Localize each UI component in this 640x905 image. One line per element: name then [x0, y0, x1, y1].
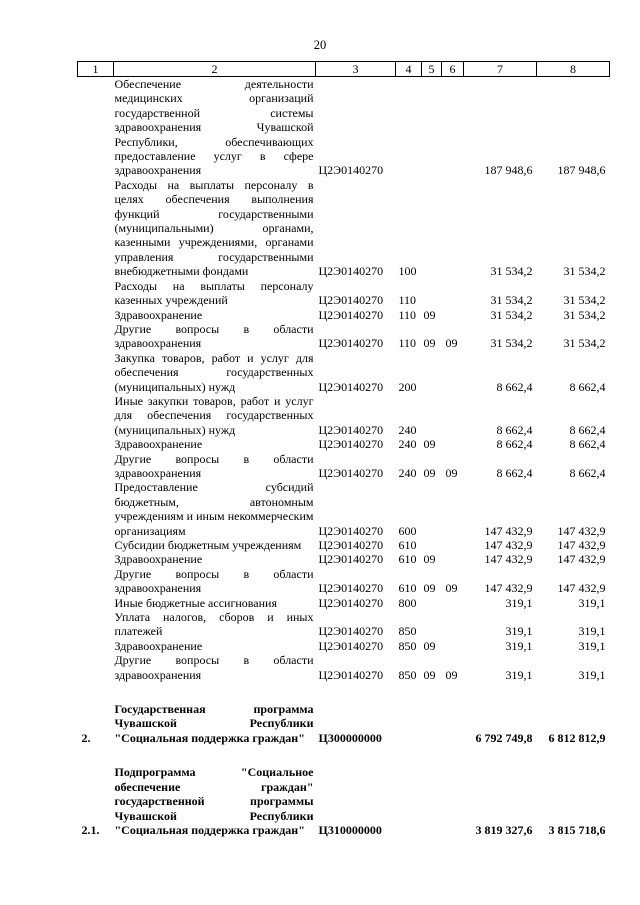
- row-number: [78, 480, 114, 538]
- table-row: [78, 480, 610, 538]
- row-amount-year2: 8 662,4: [569, 465, 606, 480]
- row-subsection: [442, 538, 464, 552]
- row-number: [78, 552, 114, 566]
- row-amount-year2: 319,1: [578, 638, 606, 653]
- row-number: [78, 452, 114, 481]
- header-col-8: 8: [537, 62, 610, 77]
- row-section: [422, 178, 442, 279]
- row-amount-year2: 319,1: [578, 624, 606, 639]
- row-code: Ц2Э0140270: [318, 667, 384, 682]
- row-section: 09: [423, 581, 436, 596]
- row-subsection: 09: [445, 667, 458, 682]
- header-col-6: 6: [442, 62, 464, 77]
- row-number: [78, 178, 114, 279]
- row-section: [422, 702, 442, 745]
- row-code: Ц2Э0140270: [318, 422, 384, 437]
- table-row: [78, 452, 610, 481]
- row-code: Ц2Э0140270: [318, 552, 384, 567]
- row-subsection: [442, 77, 464, 178]
- row-spacer: [78, 745, 610, 765]
- table-row: [78, 765, 610, 837]
- row-amount-year1: 8 662,4: [496, 379, 533, 394]
- row-amount-year2: 187 948,6: [557, 163, 606, 178]
- row-amount-year1: 319,1: [505, 638, 533, 653]
- row-amount-year1: 187 948,6: [484, 163, 533, 178]
- row-amount-year1: 147 432,9: [484, 552, 533, 567]
- header-col-1: 1: [78, 62, 114, 77]
- row-number: [78, 610, 114, 639]
- row-expense-type: 240: [398, 437, 417, 452]
- row-name: [114, 178, 316, 279]
- row-expense-type: 100: [398, 264, 417, 279]
- row-name-text: Субсидии бюджетным учреждениям: [114, 538, 302, 552]
- table-row: [78, 610, 610, 639]
- row-amount-year2: 319,1: [578, 667, 606, 682]
- row-name: [114, 77, 316, 178]
- row-section: [422, 538, 442, 552]
- row-code: Ц2Э0140270: [318, 595, 384, 610]
- row-expense-type: 800: [398, 595, 417, 610]
- row-subsection: [442, 552, 464, 566]
- row-number: [78, 437, 114, 451]
- row-subsection: [442, 639, 464, 653]
- row-amount-year2: 147 432,9: [557, 538, 606, 552]
- row-code: Ц2Э0140270: [318, 293, 384, 308]
- row-subsection: [442, 596, 464, 610]
- table-row: [78, 552, 610, 566]
- row-name-text: Здравоохранение: [114, 638, 203, 653]
- row-name-text: Закупка товаров, работ и услуг для обеспечения государственных (муниципальных) нужд: [114, 350, 314, 394]
- row-section: 09: [423, 307, 436, 322]
- row-number: [78, 653, 114, 682]
- row-subsection: [442, 702, 464, 745]
- row-subsection: 09: [445, 465, 458, 480]
- row-name-text: Расходы на выплаты персоналу казенных учреждений: [114, 278, 314, 308]
- row-subsection: [442, 308, 464, 322]
- row-name: [114, 765, 316, 837]
- row-amount-year1: 319,1: [505, 624, 533, 639]
- row-section: [422, 610, 442, 639]
- row-expense-type: 610: [398, 538, 417, 552]
- table-row: [78, 394, 610, 437]
- row-subsection: [442, 765, 464, 837]
- row-name-text: Здравоохранение: [114, 437, 203, 452]
- row-amount-year1: 147 432,9: [484, 538, 533, 552]
- row-code: Ц2Э0140270: [318, 638, 384, 653]
- row-amount-year2: 319,1: [578, 595, 606, 610]
- row-amount-year2: 8 662,4: [569, 379, 606, 394]
- row-section: 09: [423, 552, 436, 567]
- row-code: Ц2Э0140270: [318, 336, 384, 351]
- row-subsection: 09: [445, 581, 458, 596]
- table-header: [78, 62, 610, 77]
- row-section: 09: [423, 638, 436, 653]
- row-expense-type: 610: [398, 581, 417, 596]
- row-number: [78, 596, 114, 610]
- row-code: Ц2Э0140270: [318, 581, 384, 596]
- row-code: Ц2Э0140270: [318, 523, 384, 538]
- row-code: Ц2Э0140270: [318, 465, 384, 480]
- row-expense-type: [396, 77, 422, 178]
- row-code: Ц2Э0140270: [318, 538, 384, 552]
- row-name: [114, 351, 316, 394]
- row-section: [422, 480, 442, 538]
- row-number: [78, 77, 114, 178]
- row-code: Ц2Э0140270: [318, 379, 384, 394]
- row-number: [78, 567, 114, 596]
- table-row: [78, 567, 610, 596]
- row-name-text: Другие вопросы в области здравоохранения: [114, 451, 314, 480]
- header-col-7: 7: [464, 62, 537, 77]
- row-expense-type: 200: [398, 379, 417, 394]
- table-row: [78, 322, 610, 351]
- row-name: [114, 567, 316, 596]
- row-amount-year2: 147 432,9: [557, 523, 606, 538]
- table-row: [78, 639, 610, 653]
- row-name-text: Расходы на выплаты персоналу в целях обеспечения выполнения функций государственными (муниципальными) органами, казенными учреждениями, органами управления государственными внебюджетными фондами: [114, 177, 314, 279]
- row-expense-type: [396, 765, 422, 837]
- header-col-3: 3: [316, 62, 396, 77]
- row-section: [422, 596, 442, 610]
- row-amount-year2: 31 534,2: [563, 293, 606, 308]
- row-name-text: Здравоохранение: [114, 307, 203, 322]
- row-name: [114, 322, 316, 351]
- header-col-5: 5: [422, 62, 442, 77]
- row-amount-year1: 147 432,9: [484, 581, 533, 596]
- row-amount-year1: 319,1: [505, 595, 533, 610]
- row-amount-year2: 147 432,9: [557, 552, 606, 567]
- row-amount-year2: 3 815 718,6: [548, 822, 606, 837]
- table-row: [78, 702, 610, 745]
- row-section: 09: [423, 437, 436, 452]
- table-row: [78, 596, 610, 610]
- row-amount-year1: 31 534,2: [490, 293, 533, 308]
- row-expense-type: 600: [398, 523, 417, 538]
- row-amount-year1: 6 792 749,8: [475, 730, 533, 745]
- row-section: 09: [423, 336, 436, 351]
- row-section: [422, 394, 442, 437]
- row-amount-year2: 6 812 812,9: [548, 730, 606, 745]
- table-row: [78, 437, 610, 451]
- row-name: [114, 596, 316, 610]
- row-name: [114, 610, 316, 639]
- row-number: [78, 639, 114, 653]
- row-spacer-cell: [78, 682, 610, 702]
- row-expense-type: 850: [398, 638, 417, 653]
- row-amount-year2: 8 662,4: [569, 422, 606, 437]
- row-name-text: Подпрограмма "Социальное обеспечение граждан" государственной программы Чувашской Республики "Социальная поддержка граждан": [114, 765, 314, 837]
- row-name: [114, 538, 316, 552]
- row-section: 09: [423, 465, 436, 480]
- row-amount-year1: 8 662,4: [496, 465, 533, 480]
- row-code: Ц2Э0140270: [318, 437, 384, 452]
- row-name: [114, 394, 316, 437]
- row-number: [78, 351, 114, 394]
- row-name-text: Государственная программа Чувашской Республики "Социальная поддержка граждан": [114, 702, 314, 745]
- row-section: 09: [423, 667, 436, 682]
- row-amount-year2: 8 662,4: [569, 437, 606, 452]
- row-amount-year1: 8 662,4: [496, 437, 533, 452]
- row-name-text: Другие вопросы в области здравоохранения: [114, 653, 314, 682]
- budget-table: [77, 61, 610, 837]
- row-number: [78, 394, 114, 437]
- row-spacer: [78, 682, 610, 702]
- row-name-text: Другие вопросы в области здравоохранения: [114, 566, 314, 596]
- row-expense-type: 240: [398, 465, 417, 480]
- row-name: [114, 552, 316, 566]
- row-code: Ц310000000: [318, 822, 382, 837]
- row-number: [78, 322, 114, 351]
- row-name: [114, 437, 316, 451]
- table-row: [78, 351, 610, 394]
- row-code: Ц2Э0140270: [318, 264, 384, 279]
- row-name-text: Обеспечение деятельности медицинских организаций государственной системы здравоохранения Чувашской Республики, обеспечивающих предоставление услуг в сфере здравоохранения: [114, 77, 314, 178]
- row-expense-type: 110: [398, 336, 417, 351]
- row-name-text: Иные закупки товаров, работ и услуг для обеспечения государственных (муниципальных) нужд: [114, 393, 314, 437]
- row-expense-type: 110: [398, 307, 417, 322]
- row-amount-year2: 31 534,2: [563, 336, 606, 351]
- row-code: Ц2Э0140270: [318, 307, 384, 322]
- row-subsection: [442, 610, 464, 639]
- row-name-text: Здравоохранение: [114, 552, 203, 567]
- row-name: [114, 308, 316, 322]
- row-number: 2.: [81, 730, 91, 745]
- table-row: [78, 279, 610, 308]
- header-col-4: 4: [396, 62, 422, 77]
- row-subsection: [442, 394, 464, 437]
- row-number: 2.1.: [81, 822, 100, 837]
- table-row: [78, 538, 610, 552]
- row-subsection: [442, 178, 464, 279]
- row-expense-type: 850: [398, 667, 417, 682]
- row-subsection: [442, 351, 464, 394]
- table-row: [78, 178, 610, 279]
- row-section: [422, 279, 442, 308]
- row-name-text: Другие вопросы в области здравоохранения: [114, 321, 314, 351]
- row-name-text: Предоставление субсидий бюджетным, автономным учреждениям и иным некоммерческим организациям: [114, 480, 314, 538]
- row-number: [78, 538, 114, 552]
- row-subsection: [442, 437, 464, 451]
- row-spacer-cell: [78, 745, 610, 765]
- row-code: Ц300000000: [318, 730, 382, 745]
- row-amount-year1: 31 534,2: [490, 307, 533, 322]
- row-amount-year2: 31 534,2: [563, 307, 606, 322]
- page-number: 20: [313, 38, 327, 52]
- table-row: [78, 308, 610, 322]
- row-name: [114, 480, 316, 538]
- row-amount-year1: 31 534,2: [490, 336, 533, 351]
- row-section: [422, 765, 442, 837]
- row-expense-type: 110: [398, 293, 417, 308]
- row-name: [114, 653, 316, 682]
- table-body: [78, 77, 610, 838]
- row-expense-type: 610: [398, 552, 417, 567]
- row-number: [78, 308, 114, 322]
- row-number: [78, 279, 114, 308]
- row-subsection: 09: [445, 336, 458, 351]
- row-name: [114, 702, 316, 745]
- row-subsection: [442, 480, 464, 538]
- row-name-text: Иные бюджетные ассигнования: [114, 595, 277, 610]
- row-amount-year1: 31 534,2: [490, 264, 533, 279]
- row-amount-year2: 147 432,9: [557, 581, 606, 596]
- row-expense-type: 850: [398, 624, 417, 639]
- row-expense-type: 240: [398, 422, 417, 437]
- row-name: [114, 452, 316, 481]
- row-subsection: [442, 279, 464, 308]
- row-expense-type: [396, 702, 422, 745]
- row-amount-year1: 319,1: [505, 667, 533, 682]
- row-code: Ц2Э0140270: [318, 624, 384, 639]
- header-col-2: 2: [114, 62, 316, 77]
- row-amount-year1: 3 819 327,6: [475, 822, 533, 837]
- table-row: [78, 653, 610, 682]
- row-name: [114, 639, 316, 653]
- row-section: [422, 351, 442, 394]
- row-amount-year1: 8 662,4: [496, 422, 533, 437]
- row-name-text: Уплата налогов, сборов и иных платежей: [114, 610, 314, 639]
- row-code: Ц2Э0140270: [318, 163, 384, 178]
- row-section: [422, 77, 442, 178]
- row-amount-year2: 31 534,2: [563, 264, 606, 279]
- row-name: [114, 279, 316, 308]
- table-row: [78, 77, 610, 178]
- row-amount-year1: 147 432,9: [484, 523, 533, 538]
